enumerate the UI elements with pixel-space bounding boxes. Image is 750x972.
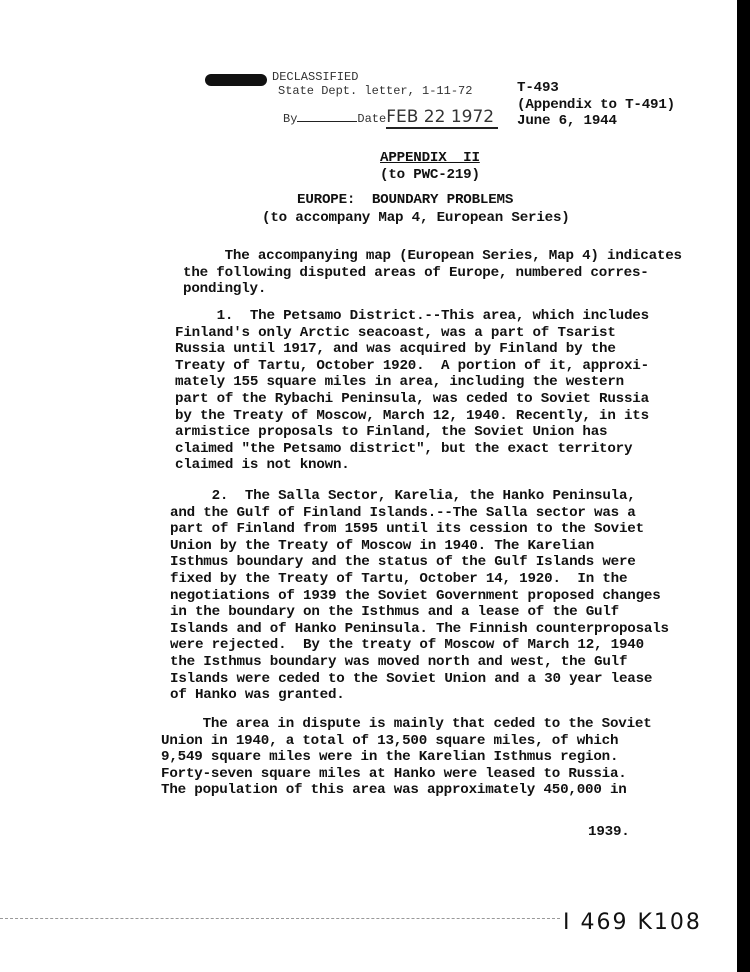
appendix-pwc-ref: (to PWC-219) [380,166,480,183]
doc-subtitle: (to accompany Map 4, European Series) [262,210,570,226]
text-line: 2. The Salla Sector, Karelia, the Hanko Peninsula, [170,488,636,504]
text-line: Finland's only Arctic seacoast, was a part of Tsarist [175,324,616,341]
stamp-date-label: Date [357,112,387,126]
text-line: by the Treaty of Moscow, March 12, 1940. Recently, in its [175,407,649,424]
text-line: claimed "the Petsamo district", but the exact territory [175,440,633,457]
text-line: The area in dispute is mainly that ceded to the Soviet [161,716,652,732]
scan-edge [737,0,750,972]
text-line: Treaty of Tartu, October 1920. A portion of it, approxi- [175,357,649,374]
text-line: The population of this area was approximately 450,000 in [161,782,627,799]
text-line: 9,549 square miles were in the Karelian Isthmus region. [161,749,619,766]
text-line: fixed by the Treaty of Tartu, October 14, 1920. In the [170,570,628,587]
text-line: armistice proposals to Finland, the Soviet Union has [175,424,608,441]
paragraph-salla-karelia [170,488,669,704]
handwritten-archive-number: I 469 K108 [563,910,702,935]
text-line: 1. The Petsamo District.--This area, which includes [175,308,649,324]
redacted-classification [205,74,267,86]
doc-number: T-493 [517,80,559,96]
continuation-block [588,824,630,841]
text-line: mately 155 square miles in area, including the western [175,374,624,391]
text-line: Islands were ceded to the Soviet Union and a 30 year lease [170,670,653,687]
stamp-signature-line [283,106,498,130]
text-line: The accompanying map (European Series, Map 4) indicates [183,248,682,264]
stamp-declassified: DECLASSIFIED [272,70,359,84]
text-line: Union by the Treaty of Moscow in 1940. The Karelian [170,537,595,554]
intro-paragraph [183,248,682,298]
page-footer-line [0,918,560,919]
text-line: part of the Rybachi Peninsula, was ceded to Soviet Russia [175,390,649,407]
declassification-stamp [272,70,472,98]
paragraph-area-in-dispute [161,716,652,799]
text-line: Islands and of Hanko Peninsula. The Finnish counterproposals [170,620,669,637]
appendix-reference: (Appendix to T-491) [517,96,675,113]
stamp-by-label: By [283,112,298,126]
text-line: and the Gulf of Finland Islands.--The Salla sector was a [170,504,636,521]
text-line: part of Finland from 1595 until its cession to the Soviet [170,521,644,538]
paragraph-petsamo [175,308,649,474]
text-line: were rejected. By the treaty of Moscow of March 12, 1940 [170,637,644,654]
text-line: Forty-seven square miles at Hanko were leased to Russia. [161,765,627,782]
doc-date: June 6, 1944 [517,113,617,130]
stamp-authority: State Dept. letter, 1-11-72 [278,84,473,98]
text-line: the Isthmus boundary was moved north and west, the Gulf [170,653,628,670]
continuation-text: 1939. [588,824,630,840]
text-line: Union in 1940, a total of 13,500 square miles, of which [161,732,619,749]
text-line: negotiations of 1939 the Soviet Government proposed changes [170,587,661,604]
text-line: of Hanko was granted. [170,687,345,704]
doc-title-block [297,192,513,209]
text-line: in the boundary on the Isthmus and a lease of the Gulf [170,604,619,621]
doc-title: EUROPE: BOUNDARY PROBLEMS [297,192,514,208]
appendix-label: APPENDIX II [380,150,480,166]
text-line: Isthmus boundary and the status of the Gulf Islands were [170,554,636,571]
text-line: pondingly. [183,281,267,298]
document-header [517,80,675,130]
stamp-date: FEB 22 1972 [386,107,498,129]
doc-subtitle-block [262,210,570,227]
text-line: the following disputed areas of Europe, numbered corres- [183,264,649,281]
appendix-title [380,150,480,183]
text-line: claimed is not known. [175,457,350,474]
text-line: Russia until 1917, and was acquired by Finland by the [175,341,616,358]
